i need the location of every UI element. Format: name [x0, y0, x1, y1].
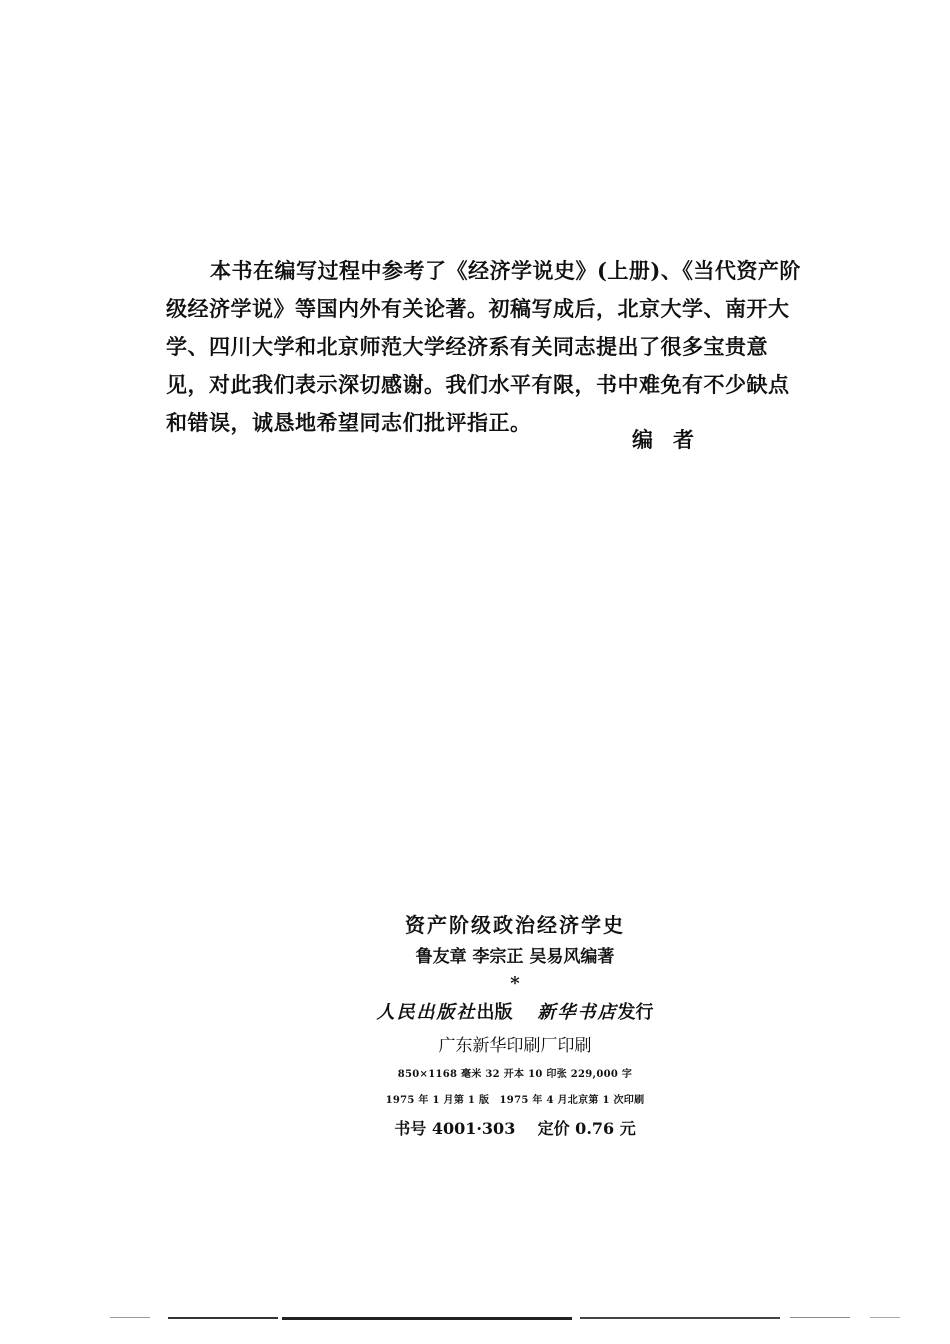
- specs-line: 850×1168 毫米 32 开本 10 印张 229,000 字: [397, 1069, 633, 1080]
- book-title: 资产阶级政治经济学史: [405, 913, 625, 937]
- preface-line: 和错误，诚恳地希望同志们批评指正。: [166, 410, 532, 435]
- book-number: 书号 4001·303: [394, 1119, 516, 1138]
- book-price: 定价 0.76 元: [537, 1119, 636, 1138]
- publisher-suffix: 出版: [476, 1002, 513, 1023]
- book-authors: 鲁友章 李宗正 吴易风编著: [415, 947, 615, 967]
- publisher-name: 人民出版社: [376, 1002, 477, 1023]
- price-line: [350, 1114, 680, 1144]
- colophon: [350, 908, 680, 1144]
- preface: [166, 252, 801, 442]
- separator-star: *: [510, 973, 520, 994]
- edition-line: 1975 年 1 月第 1 版 1975 年 4 月北京第 1 次印刷: [385, 1095, 645, 1106]
- preface-line: 学、四川大学和北京师范大学经济系有关同志提出了很多宝贵意: [166, 334, 768, 359]
- distributor-name: 新华书店: [537, 1002, 618, 1023]
- publisher-line: [350, 996, 680, 1030]
- scan-edge-artifact: [110, 1316, 910, 1320]
- preface-line: 本书在编写过程中参考了《经济学说史》(上册)、《当代资产阶: [210, 258, 801, 283]
- distributor-suffix: 发行: [617, 1002, 654, 1023]
- printer-line: 广东新华印刷厂印刷: [438, 1036, 592, 1056]
- preface-signature: 编者: [632, 427, 714, 452]
- preface-line: 级经济学说》等国内外有关论著。初稿写成后，北京大学、南开大: [166, 296, 790, 321]
- preface-line: 见，对此我们表示深切感谢。我们水平有限，书中难免有不少缺点: [166, 372, 790, 397]
